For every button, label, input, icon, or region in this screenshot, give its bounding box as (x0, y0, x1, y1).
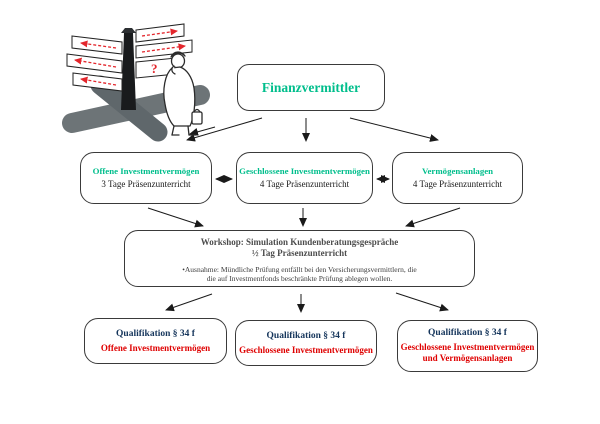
qualification-box-geschlossene-und-vermoegensanlagen (397, 320, 538, 372)
qualification-scope-line1: Geschlossene Investmentvermögen (400, 342, 535, 352)
qualification-scope-line2: und Vermögensanlagen (422, 353, 513, 363)
track-box-geschlossene-investmentvermoegen (236, 152, 373, 204)
track-duration: 3 Tage Präsenzunterricht (101, 179, 191, 189)
workshop-title: Workshop: Simulation Kundenberatungsgespräche (200, 237, 399, 247)
qualification-title: Qualifikation § 34 f (428, 328, 507, 338)
crossroads-signpost-clipart (58, 22, 216, 142)
qualification-scope: Offene Investmentvermögen (100, 342, 211, 353)
question-mark-sign-label: ? (151, 61, 158, 76)
track-title: Geschlossene Investmentvermögen (239, 166, 370, 176)
track-title: Offene Investmentvermögen (92, 166, 200, 176)
signpost-pole (121, 28, 136, 110)
workshop-to-qualifications-arrows (166, 293, 448, 312)
qualification-title: Qualifikation § 34 f (116, 328, 195, 339)
track-duration: 4 Tage Präsenzunterricht (259, 179, 350, 189)
qualification-scope: Geschlossene Investmentvermögen (239, 344, 373, 355)
workshop-note-line1: •Ausnahme: Mündliche Prüfung entfällt bei den Versicherungsvermittlern, die (182, 265, 417, 274)
workshop-note-line2: die auf Investmentfonds beschränkte Prüfung ablegen wollen. (206, 273, 393, 283)
tracks-to-workshop-arrows (148, 208, 460, 226)
track-duration: 4 Tage Präsenzunterricht (412, 179, 503, 189)
track-title: Vermögensanlagen (421, 166, 494, 176)
qualification-title: Qualifikation § 34 f (266, 330, 346, 341)
finanzvermittler-box (237, 64, 385, 111)
qualification-box-offene (84, 318, 227, 364)
qualification-box-geschlossene (235, 320, 377, 366)
workshop-box (124, 230, 475, 287)
workshop-duration: ½ Tag Präsenzunterricht (251, 247, 348, 258)
finanzvermittler-label: Finanzvermittler (261, 79, 361, 95)
track-box-offene-investmentvermoegen (80, 152, 212, 204)
root-to-tracks-arrows (187, 118, 438, 141)
workshop-note (182, 266, 417, 283)
track-box-vermoegensanlagen (392, 152, 523, 204)
